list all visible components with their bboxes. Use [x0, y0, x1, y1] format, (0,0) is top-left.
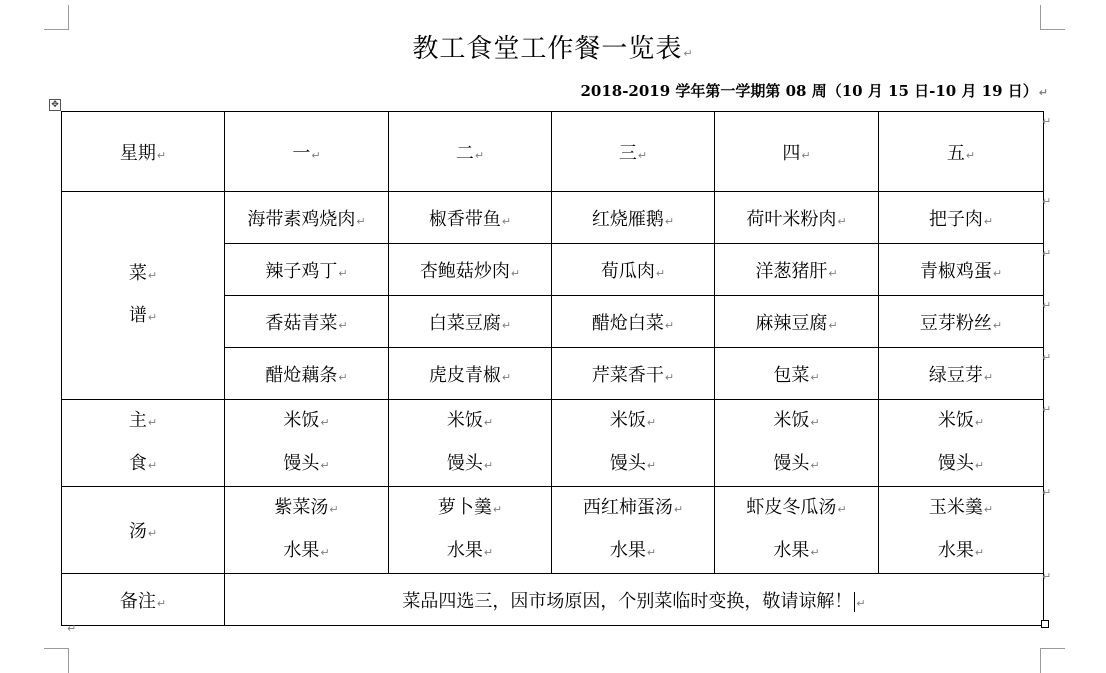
dish-cell[interactable]: 辣子鸡丁↵ — [225, 244, 389, 296]
row-end-mark: ↵ — [1042, 115, 1052, 128]
row-end-mark: ↵ — [1042, 570, 1052, 583]
row-end-mark: ↵ — [1042, 403, 1052, 416]
tang-label-cell[interactable]: 汤↵ — [62, 487, 225, 574]
dish-cell[interactable]: 醋炝藕条↵ — [225, 348, 389, 400]
day-header-cell[interactable]: 三↵ — [552, 112, 715, 192]
dish-cell[interactable]: 绿豆芽↵ — [879, 348, 1044, 400]
dish-cell[interactable]: 荷叶米粉肉↵ — [715, 192, 879, 244]
row-end-mark: ↵ — [1042, 351, 1052, 364]
caipu-label-cell[interactable]: 菜↵ 谱↵ — [62, 192, 225, 400]
menu-table — [61, 111, 1044, 626]
day-header-cell[interactable]: 二↵ — [389, 112, 552, 192]
dish-cell[interactable]: 洋葱猪肝↵ — [715, 244, 879, 296]
document-title[interactable]: 教工食堂工作餐一览表↵ — [412, 34, 694, 64]
row-end-mark: ↵ — [1042, 486, 1052, 499]
day-header-cell[interactable]: 四↵ — [715, 112, 879, 192]
soup-cell[interactable]: 萝卜羹↵ 水果↵ — [389, 487, 552, 574]
dish-cell[interactable]: 香菇青菜↵ — [225, 296, 389, 348]
table-row — [62, 400, 1044, 487]
note-label-cell[interactable]: 备注↵ — [62, 574, 225, 626]
dish-cell[interactable]: 虎皮青椒↵ — [389, 348, 552, 400]
soup-cell[interactable]: 虾皮冬瓜汤↵ 水果↵ — [715, 487, 879, 574]
dish-cell[interactable]: 包菜↵ — [715, 348, 879, 400]
dish-cell[interactable]: 芹菜香干↵ — [552, 348, 715, 400]
dish-cell[interactable]: 荀瓜肉↵ — [552, 244, 715, 296]
staple-cell[interactable]: 米饭↵ 馒头↵ — [225, 400, 389, 487]
staple-cell[interactable]: 米饭↵ 馒头↵ — [715, 400, 879, 487]
note-text-cell[interactable]: 菜品四选三，因市场原因，个别菜临时变换，敬请谅解！ ↵ — [225, 574, 1044, 626]
table-row — [62, 487, 1044, 574]
document-subtitle[interactable]: 2018-2019 学年第一学期第 08 周（10 月 15 日-10 月 19 日）↵ — [580, 82, 1048, 100]
row-end-mark: ↵ — [1042, 195, 1052, 208]
day-header-cell[interactable]: 五↵ — [879, 112, 1044, 192]
page-corner-top-left — [44, 5, 69, 30]
table-row — [62, 192, 1044, 244]
row-end-mark: ↵ — [1042, 247, 1052, 260]
soup-cell[interactable]: 玉米羹↵ 水果↵ — [879, 487, 1044, 574]
dish-cell[interactable]: 杏鲍菇炒肉↵ — [389, 244, 552, 296]
table-row — [62, 574, 1044, 626]
zhushi-label-cell[interactable]: 主↵ 食↵ — [62, 400, 225, 487]
dish-cell[interactable]: 青椒鸡蛋↵ — [879, 244, 1044, 296]
table-row — [62, 112, 1044, 192]
trailing-paragraph-mark[interactable]: ↵ — [67, 622, 77, 635]
weekday-header-label[interactable]: 星期↵ — [62, 112, 225, 192]
dish-cell[interactable]: 椒香带鱼↵ — [389, 192, 552, 244]
table-resize-handle[interactable] — [1041, 620, 1049, 628]
dish-cell[interactable]: 红烧雁鹅↵ — [552, 192, 715, 244]
row-end-mark: ↵ — [1042, 299, 1052, 312]
day-header-cell[interactable]: 一↵ — [225, 112, 389, 192]
table-move-handle-icon[interactable]: ✥ — [49, 99, 61, 111]
soup-cell[interactable]: 紫菜汤↵ 水果↵ — [225, 487, 389, 574]
page-corner-bottom-right — [1040, 648, 1065, 673]
page-corner-top-right — [1040, 5, 1065, 30]
dish-cell[interactable]: 海带素鸡烧肉↵ — [225, 192, 389, 244]
staple-cell[interactable]: 米饭↵ 馒头↵ — [389, 400, 552, 487]
dish-cell[interactable]: 醋炝白菜↵ — [552, 296, 715, 348]
soup-cell[interactable]: 西红柿蛋汤↵ 水果↵ — [552, 487, 715, 574]
staple-cell[interactable]: 米饭↵ 馒头↵ — [552, 400, 715, 487]
dish-cell[interactable]: 麻辣豆腐↵ — [715, 296, 879, 348]
page-corner-bottom-left — [44, 648, 69, 673]
dish-cell[interactable]: 白菜豆腐↵ — [389, 296, 552, 348]
staple-cell[interactable]: 米饭↵ 馒头↵ — [879, 400, 1044, 487]
dish-cell[interactable]: 豆芽粉丝↵ — [879, 296, 1044, 348]
dish-cell[interactable]: 把子肉↵ — [879, 192, 1044, 244]
